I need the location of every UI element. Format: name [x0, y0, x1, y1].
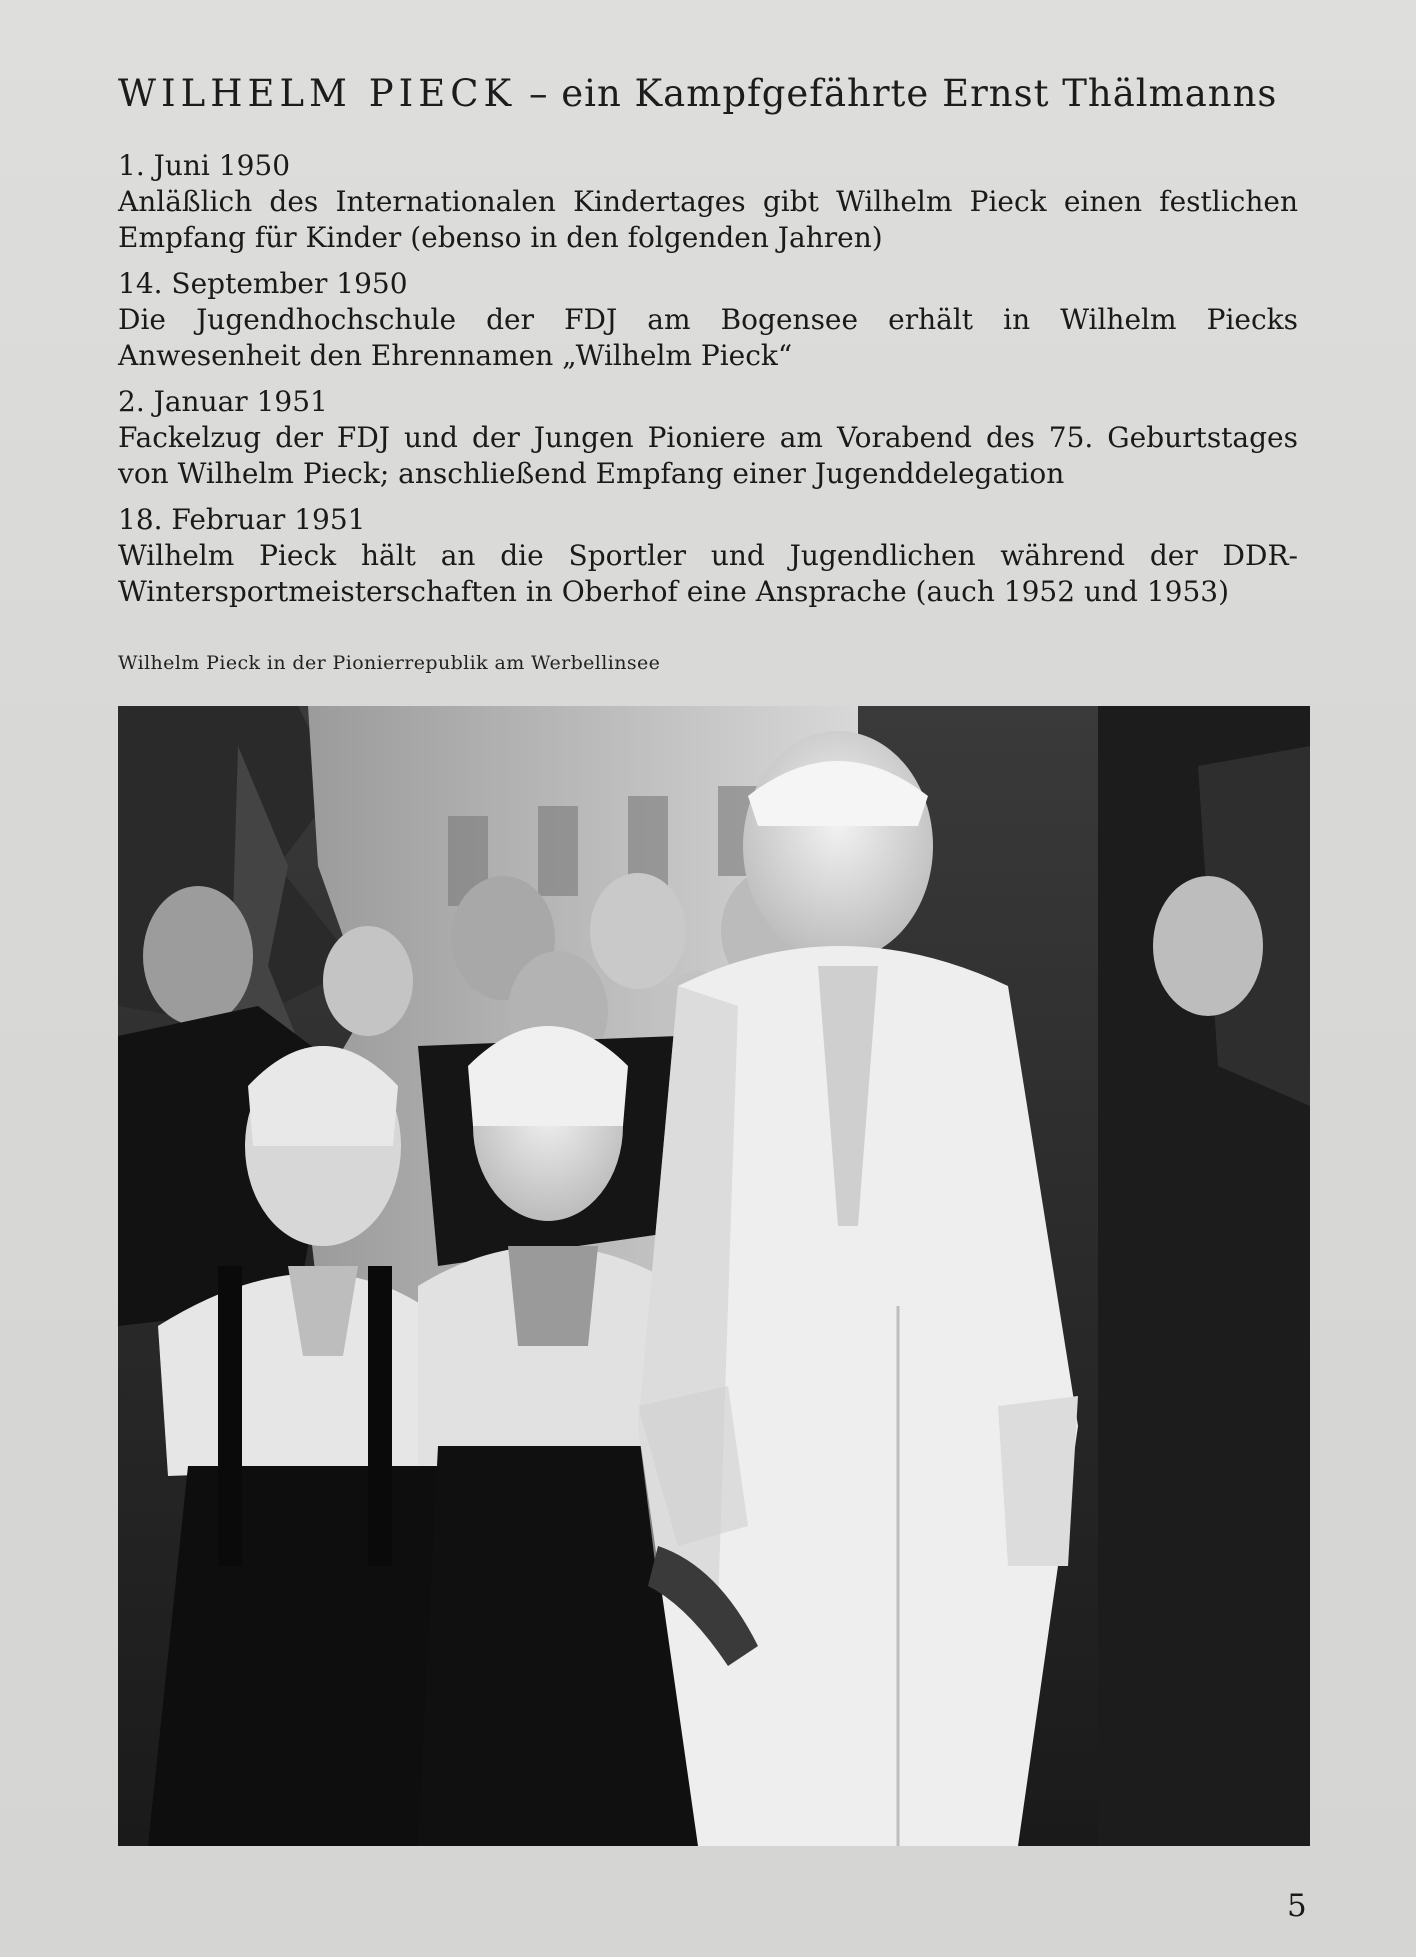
entry-date: 14. September 1950 [118, 267, 408, 300]
entry-text: Wilhelm Pieck hält an die Sportler und Jugendlichen während der DDR-Wintersportmeisterschaften in Oberhof eine Ansprache (auch 1952 und 1953) [118, 539, 1298, 608]
entry-date: 1. Juni 1950 [118, 149, 291, 182]
entry-date: 2. Januar 1951 [118, 385, 328, 418]
page-number: 5 [1287, 1888, 1307, 1924]
chronology-entry [118, 148, 1298, 256]
chronology-list [118, 148, 1298, 620]
title-name: WILHELM PIECK [118, 72, 517, 115]
entry-text: Anläßlich des Internationalen Kindertages gibt Wilhelm Pieck einen festlichen Empfang für Kinder (ebenso in den folgenden Jahren) [118, 185, 1298, 254]
photo-illustration [118, 706, 1310, 1846]
entry-date: 18. Februar 1951 [118, 503, 366, 536]
historical-photo [118, 706, 1310, 1846]
page-title [118, 72, 1277, 115]
photo-caption: Wilhelm Pieck in der Pionierrepublik am Werbellinsee [118, 652, 661, 674]
title-subtitle: – ein Kampfgefährte Ernst Thälmanns [528, 72, 1278, 115]
chronology-entry [118, 266, 1298, 374]
chronology-entry [118, 502, 1298, 610]
entry-text: Die Jugendhochschule der FDJ am Bogensee erhält in Wilhelm Piecks Anwesenheit den Ehrennamen „Wilhelm Pieck“ [118, 303, 1298, 372]
entry-text: Fackelzug der FDJ und der Jungen Pioniere am Vorabend des 75. Geburtstages von Wilhelm Pieck; anschließend Empfang einer Jugenddelegation [118, 421, 1298, 490]
chronology-entry [118, 384, 1298, 492]
